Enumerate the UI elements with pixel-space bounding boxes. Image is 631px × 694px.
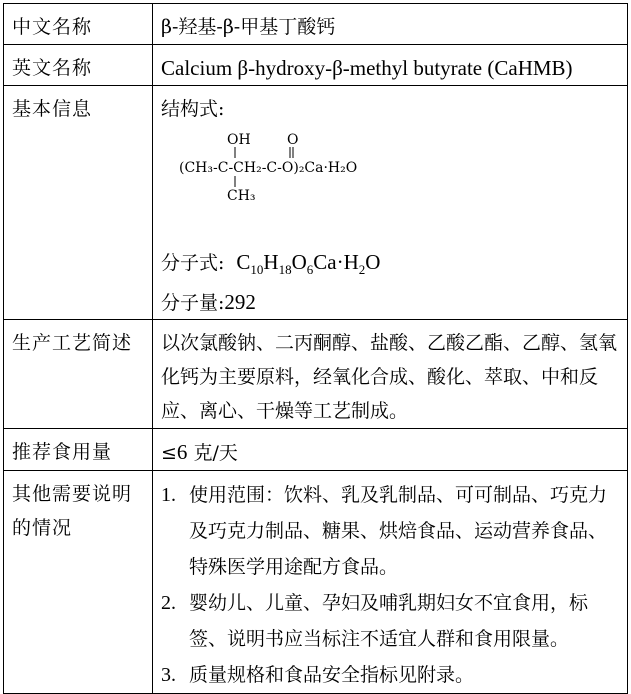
structure-o: O [287, 132, 299, 148]
note-item [161, 657, 621, 693]
note-item [161, 477, 621, 585]
structure-label: 结构式: [161, 98, 225, 120]
label-english-name: 英文名称 [4, 45, 153, 86]
value-process: 以次氯酸钠、二丙酮醇、盐酸、乙酸乙酯、乙醇、氢氧化钙为主要原料，经氧化合成、酸化、萃取、中和反应、离心、干燥等工艺制成。 [153, 320, 628, 429]
note-number: 1. [161, 484, 176, 507]
value-chinese-name: β-羟基-β-甲基丁酸钙 [153, 4, 628, 45]
intake-amount: 6 [176, 440, 188, 465]
value-basic-info [153, 86, 628, 320]
formula-label: 分子式: [161, 252, 225, 274]
structural-formula-svg [179, 130, 409, 210]
label-basic-info: 基本信息 [4, 86, 153, 320]
note-number: 2. [161, 592, 176, 615]
row-chinese-name [4, 4, 628, 45]
row-english-name [4, 45, 628, 86]
row-basic-info [4, 86, 628, 320]
intake-prefix: ≤ [161, 442, 177, 465]
note-text: 质量规格和食品安全指标见附录。 [189, 664, 475, 687]
value-other [153, 471, 628, 694]
mw-value: 292 [224, 290, 256, 315]
label-chinese-name: 中文名称 [4, 4, 153, 45]
label-process: 生产工艺简述 [4, 320, 153, 429]
intake-unit: 克/天 [193, 442, 238, 465]
note-number: 3. [161, 664, 176, 687]
note-text: 使用范围：饮料、乳及乳制品、可可制品、巧克力及巧克力制品、糖果、烘焙食品、运动营养食品、特殊医学用途配方食品。 [189, 484, 608, 579]
row-process [4, 320, 628, 429]
value-english-name: Calcium β-hydroxy-β-methyl butyrate (CaHMB) [153, 45, 628, 86]
structure-main: (CH₃-C-CH₂-C-O)₂Ca·H₂O [179, 160, 358, 176]
molecular-formula-line [161, 246, 621, 286]
row-other [4, 471, 628, 694]
mw-label: 分子量: [161, 292, 225, 315]
molecular-formula: $C_{10}H_{18}O_6Ca\cdot H_2O$ [236, 250, 381, 278]
info-table [3, 3, 628, 694]
structure-ch3: CH₃ [227, 188, 256, 204]
structure-block [161, 126, 621, 246]
note-text: 婴幼儿、儿童、孕妇及哺乳期妇女不宜食用，标签、说明书应当标注不适宜人群和食用限量。 [189, 592, 589, 651]
molecular-weight-line [161, 286, 621, 319]
label-other: 其他需要说明的情况 [4, 471, 153, 694]
structure-oh: OH [227, 132, 251, 148]
row-intake [4, 429, 628, 471]
value-intake [153, 429, 628, 471]
label-intake: 推荐食用量 [4, 429, 153, 471]
note-item [161, 585, 621, 657]
